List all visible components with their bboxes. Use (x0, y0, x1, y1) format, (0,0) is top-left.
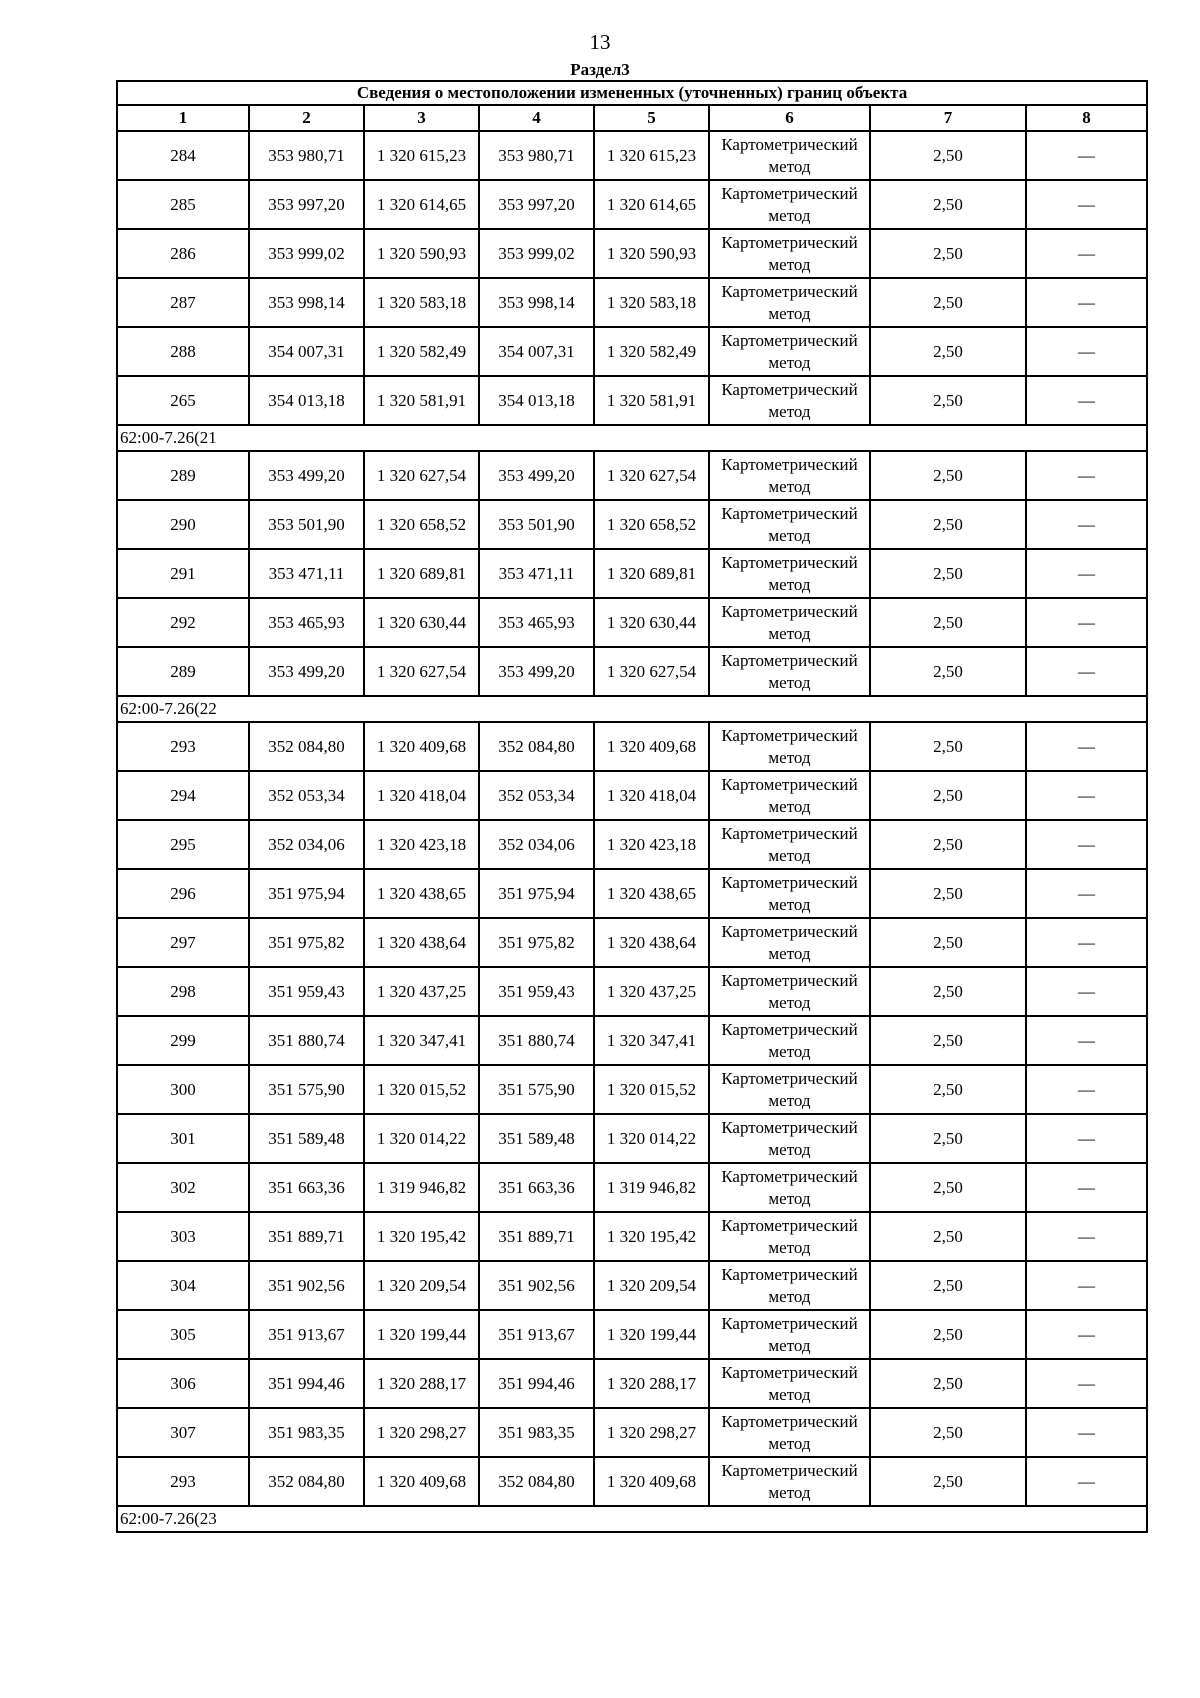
x-new: 351 994,46 (479, 1359, 594, 1408)
precision-cell: 2,50 (870, 1114, 1026, 1163)
x-existing: 353 471,11 (249, 549, 364, 598)
x-new: 351 880,74 (479, 1016, 594, 1065)
method-cell: Картометрический метод (709, 1114, 870, 1163)
table-row (117, 1408, 1147, 1457)
y-existing: 1 320 582,49 (364, 327, 479, 376)
column-header: 5 (594, 105, 709, 131)
method-cell: Картометрический метод (709, 451, 870, 500)
method-cell: Картометрический метод (709, 722, 870, 771)
x-existing: 353 980,71 (249, 131, 364, 180)
x-new: 354 013,18 (479, 376, 594, 425)
dash-cell: — (1026, 549, 1147, 598)
group-label: 62:00-7.26(23 (117, 1506, 1147, 1532)
method-cell: Картометрический метод (709, 1310, 870, 1359)
y-new: 1 320 423,18 (594, 820, 709, 869)
x-new: 353 997,20 (479, 180, 594, 229)
x-existing: 353 998,14 (249, 278, 364, 327)
y-existing: 1 320 015,52 (364, 1065, 479, 1114)
precision-cell: 2,50 (870, 229, 1026, 278)
point-number: 293 (117, 722, 249, 771)
x-new: 351 575,90 (479, 1065, 594, 1114)
point-number: 305 (117, 1310, 249, 1359)
precision-cell: 2,50 (870, 1163, 1026, 1212)
y-new: 1 320 288,17 (594, 1359, 709, 1408)
table-row (117, 869, 1147, 918)
y-existing: 1 320 630,44 (364, 598, 479, 647)
dash-cell: — (1026, 918, 1147, 967)
y-existing: 1 320 409,68 (364, 722, 479, 771)
precision-cell: 2,50 (870, 180, 1026, 229)
precision-cell: 2,50 (870, 647, 1026, 696)
point-number: 288 (117, 327, 249, 376)
x-existing: 352 034,06 (249, 820, 364, 869)
table-row (117, 229, 1147, 278)
dash-cell: — (1026, 229, 1147, 278)
method-cell: Картометрический метод (709, 1457, 870, 1506)
method-cell: Картометрический метод (709, 820, 870, 869)
x-new: 352 034,06 (479, 820, 594, 869)
point-number: 300 (117, 1065, 249, 1114)
x-existing: 351 663,36 (249, 1163, 364, 1212)
y-new: 1 320 615,23 (594, 131, 709, 180)
x-existing: 353 465,93 (249, 598, 364, 647)
table-row (117, 180, 1147, 229)
y-new: 1 319 946,82 (594, 1163, 709, 1212)
x-new: 352 053,34 (479, 771, 594, 820)
x-existing: 353 999,02 (249, 229, 364, 278)
x-existing: 351 994,46 (249, 1359, 364, 1408)
y-new: 1 320 199,44 (594, 1310, 709, 1359)
table-row (117, 1359, 1147, 1408)
x-new: 353 465,93 (479, 598, 594, 647)
dash-cell: — (1026, 722, 1147, 771)
dash-cell: — (1026, 771, 1147, 820)
x-new: 353 980,71 (479, 131, 594, 180)
dash-cell: — (1026, 1310, 1147, 1359)
dash-cell: — (1026, 647, 1147, 696)
x-existing: 352 084,80 (249, 1457, 364, 1506)
point-number: 302 (117, 1163, 249, 1212)
coordinates-table (116, 80, 1148, 1533)
point-number: 291 (117, 549, 249, 598)
method-cell: Картометрический метод (709, 918, 870, 967)
method-cell: Картометрический метод (709, 1212, 870, 1261)
dash-cell: — (1026, 967, 1147, 1016)
dash-cell: — (1026, 1261, 1147, 1310)
dash-cell: — (1026, 451, 1147, 500)
precision-cell: 2,50 (870, 1016, 1026, 1065)
method-cell: Картометрический метод (709, 549, 870, 598)
point-number: 285 (117, 180, 249, 229)
precision-cell: 2,50 (870, 327, 1026, 376)
x-existing: 351 983,35 (249, 1408, 364, 1457)
x-new: 353 998,14 (479, 278, 594, 327)
column-header: 2 (249, 105, 364, 131)
precision-cell: 2,50 (870, 771, 1026, 820)
table-row (117, 598, 1147, 647)
x-existing: 351 975,82 (249, 918, 364, 967)
y-existing: 1 320 581,91 (364, 376, 479, 425)
table-row (117, 1065, 1147, 1114)
group-row (117, 696, 1147, 722)
table-row (117, 1310, 1147, 1359)
precision-cell: 2,50 (870, 722, 1026, 771)
dash-cell: — (1026, 180, 1147, 229)
precision-cell: 2,50 (870, 1212, 1026, 1261)
dash-cell: — (1026, 1114, 1147, 1163)
method-cell: Картометрический метод (709, 967, 870, 1016)
precision-cell: 2,50 (870, 376, 1026, 425)
point-number: 307 (117, 1408, 249, 1457)
y-existing: 1 320 614,65 (364, 180, 479, 229)
y-new: 1 320 409,68 (594, 1457, 709, 1506)
table-row (117, 451, 1147, 500)
x-new: 351 902,56 (479, 1261, 594, 1310)
table-caption-row (117, 81, 1147, 105)
y-new: 1 320 582,49 (594, 327, 709, 376)
table-row (117, 376, 1147, 425)
x-existing: 354 013,18 (249, 376, 364, 425)
y-existing: 1 320 288,17 (364, 1359, 479, 1408)
method-cell: Картометрический метод (709, 771, 870, 820)
method-cell: Картометрический метод (709, 1359, 870, 1408)
y-new: 1 320 614,65 (594, 180, 709, 229)
point-number: 299 (117, 1016, 249, 1065)
x-existing: 353 499,20 (249, 647, 364, 696)
column-header-row (117, 105, 1147, 131)
point-number: 290 (117, 500, 249, 549)
x-existing: 351 889,71 (249, 1212, 364, 1261)
x-existing: 351 913,67 (249, 1310, 364, 1359)
x-new: 351 975,82 (479, 918, 594, 967)
y-existing: 1 320 437,25 (364, 967, 479, 1016)
precision-cell: 2,50 (870, 131, 1026, 180)
column-header: 4 (479, 105, 594, 131)
y-existing: 1 320 689,81 (364, 549, 479, 598)
point-number: 287 (117, 278, 249, 327)
precision-cell: 2,50 (870, 1457, 1026, 1506)
method-cell: Картометрический метод (709, 1163, 870, 1212)
table-row (117, 967, 1147, 1016)
method-cell: Картометрический метод (709, 1016, 870, 1065)
precision-cell: 2,50 (870, 918, 1026, 967)
method-cell: Картометрический метод (709, 131, 870, 180)
x-new: 353 499,20 (479, 451, 594, 500)
x-new: 351 913,67 (479, 1310, 594, 1359)
table-row (117, 771, 1147, 820)
x-existing: 353 997,20 (249, 180, 364, 229)
x-existing: 351 575,90 (249, 1065, 364, 1114)
point-number: 304 (117, 1261, 249, 1310)
x-new: 351 983,35 (479, 1408, 594, 1457)
method-cell: Картометрический метод (709, 376, 870, 425)
point-number: 265 (117, 376, 249, 425)
x-new: 352 084,80 (479, 722, 594, 771)
table-row (117, 500, 1147, 549)
y-new: 1 320 195,42 (594, 1212, 709, 1261)
x-existing: 353 499,20 (249, 451, 364, 500)
table-row (117, 278, 1147, 327)
point-number: 301 (117, 1114, 249, 1163)
x-new: 353 501,90 (479, 500, 594, 549)
x-existing: 354 007,31 (249, 327, 364, 376)
method-cell: Картометрический метод (709, 229, 870, 278)
y-new: 1 320 581,91 (594, 376, 709, 425)
x-existing: 353 501,90 (249, 500, 364, 549)
dash-cell: — (1026, 500, 1147, 549)
precision-cell: 2,50 (870, 451, 1026, 500)
y-existing: 1 320 583,18 (364, 278, 479, 327)
method-cell: Картометрический метод (709, 647, 870, 696)
y-new: 1 320 438,65 (594, 869, 709, 918)
table-row (117, 549, 1147, 598)
y-existing: 1 320 438,65 (364, 869, 479, 918)
x-existing: 351 589,48 (249, 1114, 364, 1163)
precision-cell: 2,50 (870, 1261, 1026, 1310)
point-number: 289 (117, 451, 249, 500)
x-existing: 351 959,43 (249, 967, 364, 1016)
y-new: 1 320 418,04 (594, 771, 709, 820)
dash-cell: — (1026, 376, 1147, 425)
point-number: 293 (117, 1457, 249, 1506)
table-row (117, 722, 1147, 771)
precision-cell: 2,50 (870, 278, 1026, 327)
group-label: 62:00-7.26(22 (117, 696, 1147, 722)
precision-cell: 2,50 (870, 869, 1026, 918)
y-existing: 1 320 615,23 (364, 131, 479, 180)
point-number: 284 (117, 131, 249, 180)
y-new: 1 320 583,18 (594, 278, 709, 327)
dash-cell: — (1026, 1457, 1147, 1506)
point-number: 294 (117, 771, 249, 820)
method-cell: Картометрический метод (709, 869, 870, 918)
y-new: 1 320 437,25 (594, 967, 709, 1016)
y-existing: 1 320 423,18 (364, 820, 479, 869)
y-new: 1 320 015,52 (594, 1065, 709, 1114)
x-new: 351 889,71 (479, 1212, 594, 1261)
y-existing: 1 319 946,82 (364, 1163, 479, 1212)
section-label: Раздел3 (570, 60, 630, 79)
method-cell: Картометрический метод (709, 1261, 870, 1310)
point-number: 296 (117, 869, 249, 918)
y-new: 1 320 689,81 (594, 549, 709, 598)
y-new: 1 320 347,41 (594, 1016, 709, 1065)
group-label: 62:00-7.26(21 (117, 425, 1147, 451)
y-existing: 1 320 195,42 (364, 1212, 479, 1261)
precision-cell: 2,50 (870, 1359, 1026, 1408)
y-new: 1 320 627,54 (594, 647, 709, 696)
group-row (117, 1506, 1147, 1532)
x-existing: 351 902,56 (249, 1261, 364, 1310)
point-number: 289 (117, 647, 249, 696)
x-new: 351 959,43 (479, 967, 594, 1016)
y-existing: 1 320 438,64 (364, 918, 479, 967)
x-existing: 351 880,74 (249, 1016, 364, 1065)
x-new: 352 084,80 (479, 1457, 594, 1506)
dash-cell: — (1026, 278, 1147, 327)
page-number: 13 (589, 30, 611, 54)
y-new: 1 320 438,64 (594, 918, 709, 967)
y-existing: 1 320 347,41 (364, 1016, 479, 1065)
column-header: 6 (709, 105, 870, 131)
dash-cell: — (1026, 1408, 1147, 1457)
x-new: 351 663,36 (479, 1163, 594, 1212)
method-cell: Картометрический метод (709, 180, 870, 229)
method-cell: Картометрический метод (709, 500, 870, 549)
table-row (117, 820, 1147, 869)
table-caption: Сведения о местоположении измененных (уточненных) границ объекта (117, 81, 1147, 105)
table-row (117, 918, 1147, 967)
point-number: 292 (117, 598, 249, 647)
y-new: 1 320 209,54 (594, 1261, 709, 1310)
y-existing: 1 320 627,54 (364, 451, 479, 500)
precision-cell: 2,50 (870, 549, 1026, 598)
y-existing: 1 320 418,04 (364, 771, 479, 820)
point-number: 303 (117, 1212, 249, 1261)
dash-cell: — (1026, 1163, 1147, 1212)
table-row (117, 647, 1147, 696)
method-cell: Картометрический метод (709, 278, 870, 327)
y-existing: 1 320 409,68 (364, 1457, 479, 1506)
y-existing: 1 320 298,27 (364, 1408, 479, 1457)
table-row (117, 1457, 1147, 1506)
x-new: 353 999,02 (479, 229, 594, 278)
x-new: 353 471,11 (479, 549, 594, 598)
column-header: 3 (364, 105, 479, 131)
precision-cell: 2,50 (870, 1408, 1026, 1457)
table-row (117, 1163, 1147, 1212)
dash-cell: — (1026, 1212, 1147, 1261)
point-number: 295 (117, 820, 249, 869)
point-number: 297 (117, 918, 249, 967)
x-new: 353 499,20 (479, 647, 594, 696)
table-row (117, 1261, 1147, 1310)
x-existing: 352 053,34 (249, 771, 364, 820)
dash-cell: — (1026, 1359, 1147, 1408)
y-new: 1 320 014,22 (594, 1114, 709, 1163)
y-existing: 1 320 209,54 (364, 1261, 479, 1310)
precision-cell: 2,50 (870, 820, 1026, 869)
precision-cell: 2,50 (870, 1065, 1026, 1114)
dash-cell: — (1026, 820, 1147, 869)
y-existing: 1 320 590,93 (364, 229, 479, 278)
method-cell: Картометрический метод (709, 327, 870, 376)
dash-cell: — (1026, 869, 1147, 918)
x-existing: 352 084,80 (249, 722, 364, 771)
precision-cell: 2,50 (870, 598, 1026, 647)
table-row (117, 131, 1147, 180)
table-row (117, 1212, 1147, 1261)
method-cell: Картометрический метод (709, 1408, 870, 1457)
dash-cell: — (1026, 327, 1147, 376)
table-row (117, 327, 1147, 376)
table-row (117, 1114, 1147, 1163)
y-existing: 1 320 627,54 (364, 647, 479, 696)
dash-cell: — (1026, 131, 1147, 180)
point-number: 286 (117, 229, 249, 278)
precision-cell: 2,50 (870, 500, 1026, 549)
x-new: 351 975,94 (479, 869, 594, 918)
x-existing: 351 975,94 (249, 869, 364, 918)
column-header: 8 (1026, 105, 1147, 131)
y-new: 1 320 658,52 (594, 500, 709, 549)
precision-cell: 2,50 (870, 967, 1026, 1016)
column-header: 1 (117, 105, 249, 131)
dash-cell: — (1026, 598, 1147, 647)
table-row (117, 1016, 1147, 1065)
column-header: 7 (870, 105, 1026, 131)
point-number: 306 (117, 1359, 249, 1408)
y-new: 1 320 298,27 (594, 1408, 709, 1457)
point-number: 298 (117, 967, 249, 1016)
x-new: 354 007,31 (479, 327, 594, 376)
y-new: 1 320 627,54 (594, 451, 709, 500)
group-row (117, 425, 1147, 451)
y-new: 1 320 590,93 (594, 229, 709, 278)
method-cell: Картометрический метод (709, 598, 870, 647)
x-new: 351 589,48 (479, 1114, 594, 1163)
y-existing: 1 320 658,52 (364, 500, 479, 549)
dash-cell: — (1026, 1065, 1147, 1114)
dash-cell: — (1026, 1016, 1147, 1065)
y-new: 1 320 630,44 (594, 598, 709, 647)
y-new: 1 320 409,68 (594, 722, 709, 771)
method-cell: Картометрический метод (709, 1065, 870, 1114)
y-existing: 1 320 199,44 (364, 1310, 479, 1359)
precision-cell: 2,50 (870, 1310, 1026, 1359)
y-existing: 1 320 014,22 (364, 1114, 479, 1163)
